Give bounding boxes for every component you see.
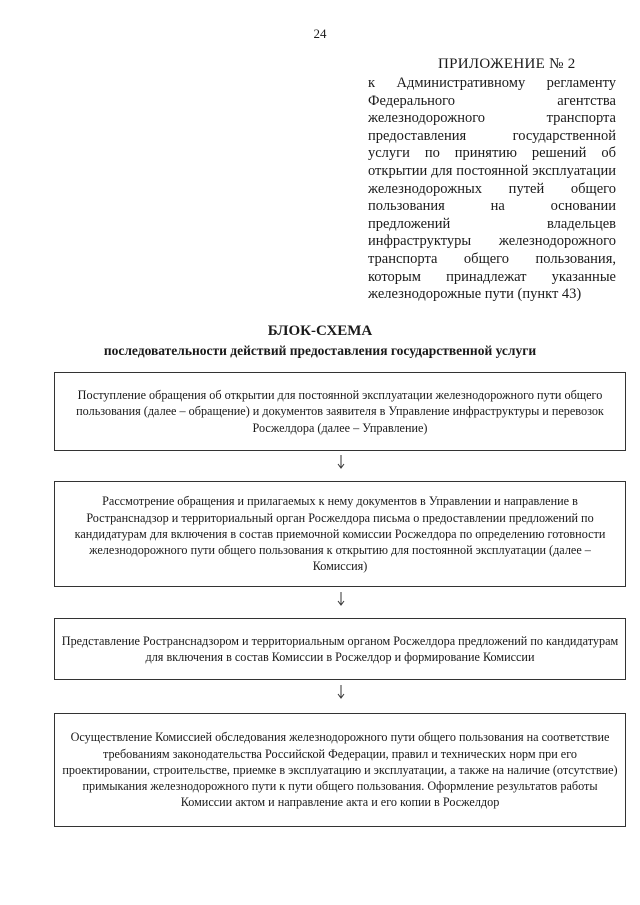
flow-step-3	[54, 618, 626, 680]
scheme-subtitle: последовательности действий предоставления государственной услуги	[103, 343, 537, 358]
flow-step-2	[54, 481, 626, 587]
flow-step-3-text: Представление Ространснадзором и территориальным органом Росжелдора предложений по кандидатурам для включения в состав Комиссии в Росжелдор и формирование Комиссии	[61, 633, 619, 664]
flow-step-4-text: Осуществление Комиссией обследования железнодорожного пути общего пользования на соответствие требованиям законодательства Российской Федерации, правил и технических норм при его проектировании, строительстве, приемке в эксплуатацию и эксплуатации, а также на наличие (отсутствие) примыкания железнодорожного пути к пути общего пользования. Оформление результатов работы Комиссии актом и направление акта и его копии в Росжелдор	[62, 730, 618, 810]
down-arrow-icon	[336, 685, 346, 699]
flow-step-4	[54, 713, 626, 827]
flow-step-2-text: Рассмотрение обращения и прилагаемых к нему документов в Управлении и направление в Ространснадзор и территориальный орган Росжелдора письма о предоставлении предложений по кандидатурам для включения в состав приемочной комиссии Росжелдора по определению готовности железнодорожного пути общего пользования к открытию для постоянной эксплуатации (далее – Комиссия)	[74, 494, 606, 574]
flow-step-1	[54, 372, 626, 451]
appendix-note: к Административному регламенту Федерального агентства железнодорожного транспорта предоставления государственной услуги по принятию решений об открытии для постоянной эксплуатации железнодорожных путей общего пользования на основании предложений владельцев инфраструктуры железнодорожного транспорта общего пользования, которым принадлежат указанные железнодорожные пути (пункт 43)	[368, 75, 616, 303]
down-arrow-icon	[336, 455, 346, 469]
scheme-title: БЛОК-СХЕМА	[267, 323, 373, 339]
down-arrow-icon	[336, 592, 346, 606]
flow-step-1-text: Поступление обращения об открытии для постоянной эксплуатации железнодорожного пути общего пользования (далее – обращение) и документов заявителя в Управление инфраструктуры и перевозок Росжелдора (далее – Управление)	[76, 388, 604, 435]
page-number: 24	[313, 26, 327, 41]
appendix-title: ПРИЛОЖЕНИЕ № 2	[438, 56, 576, 72]
